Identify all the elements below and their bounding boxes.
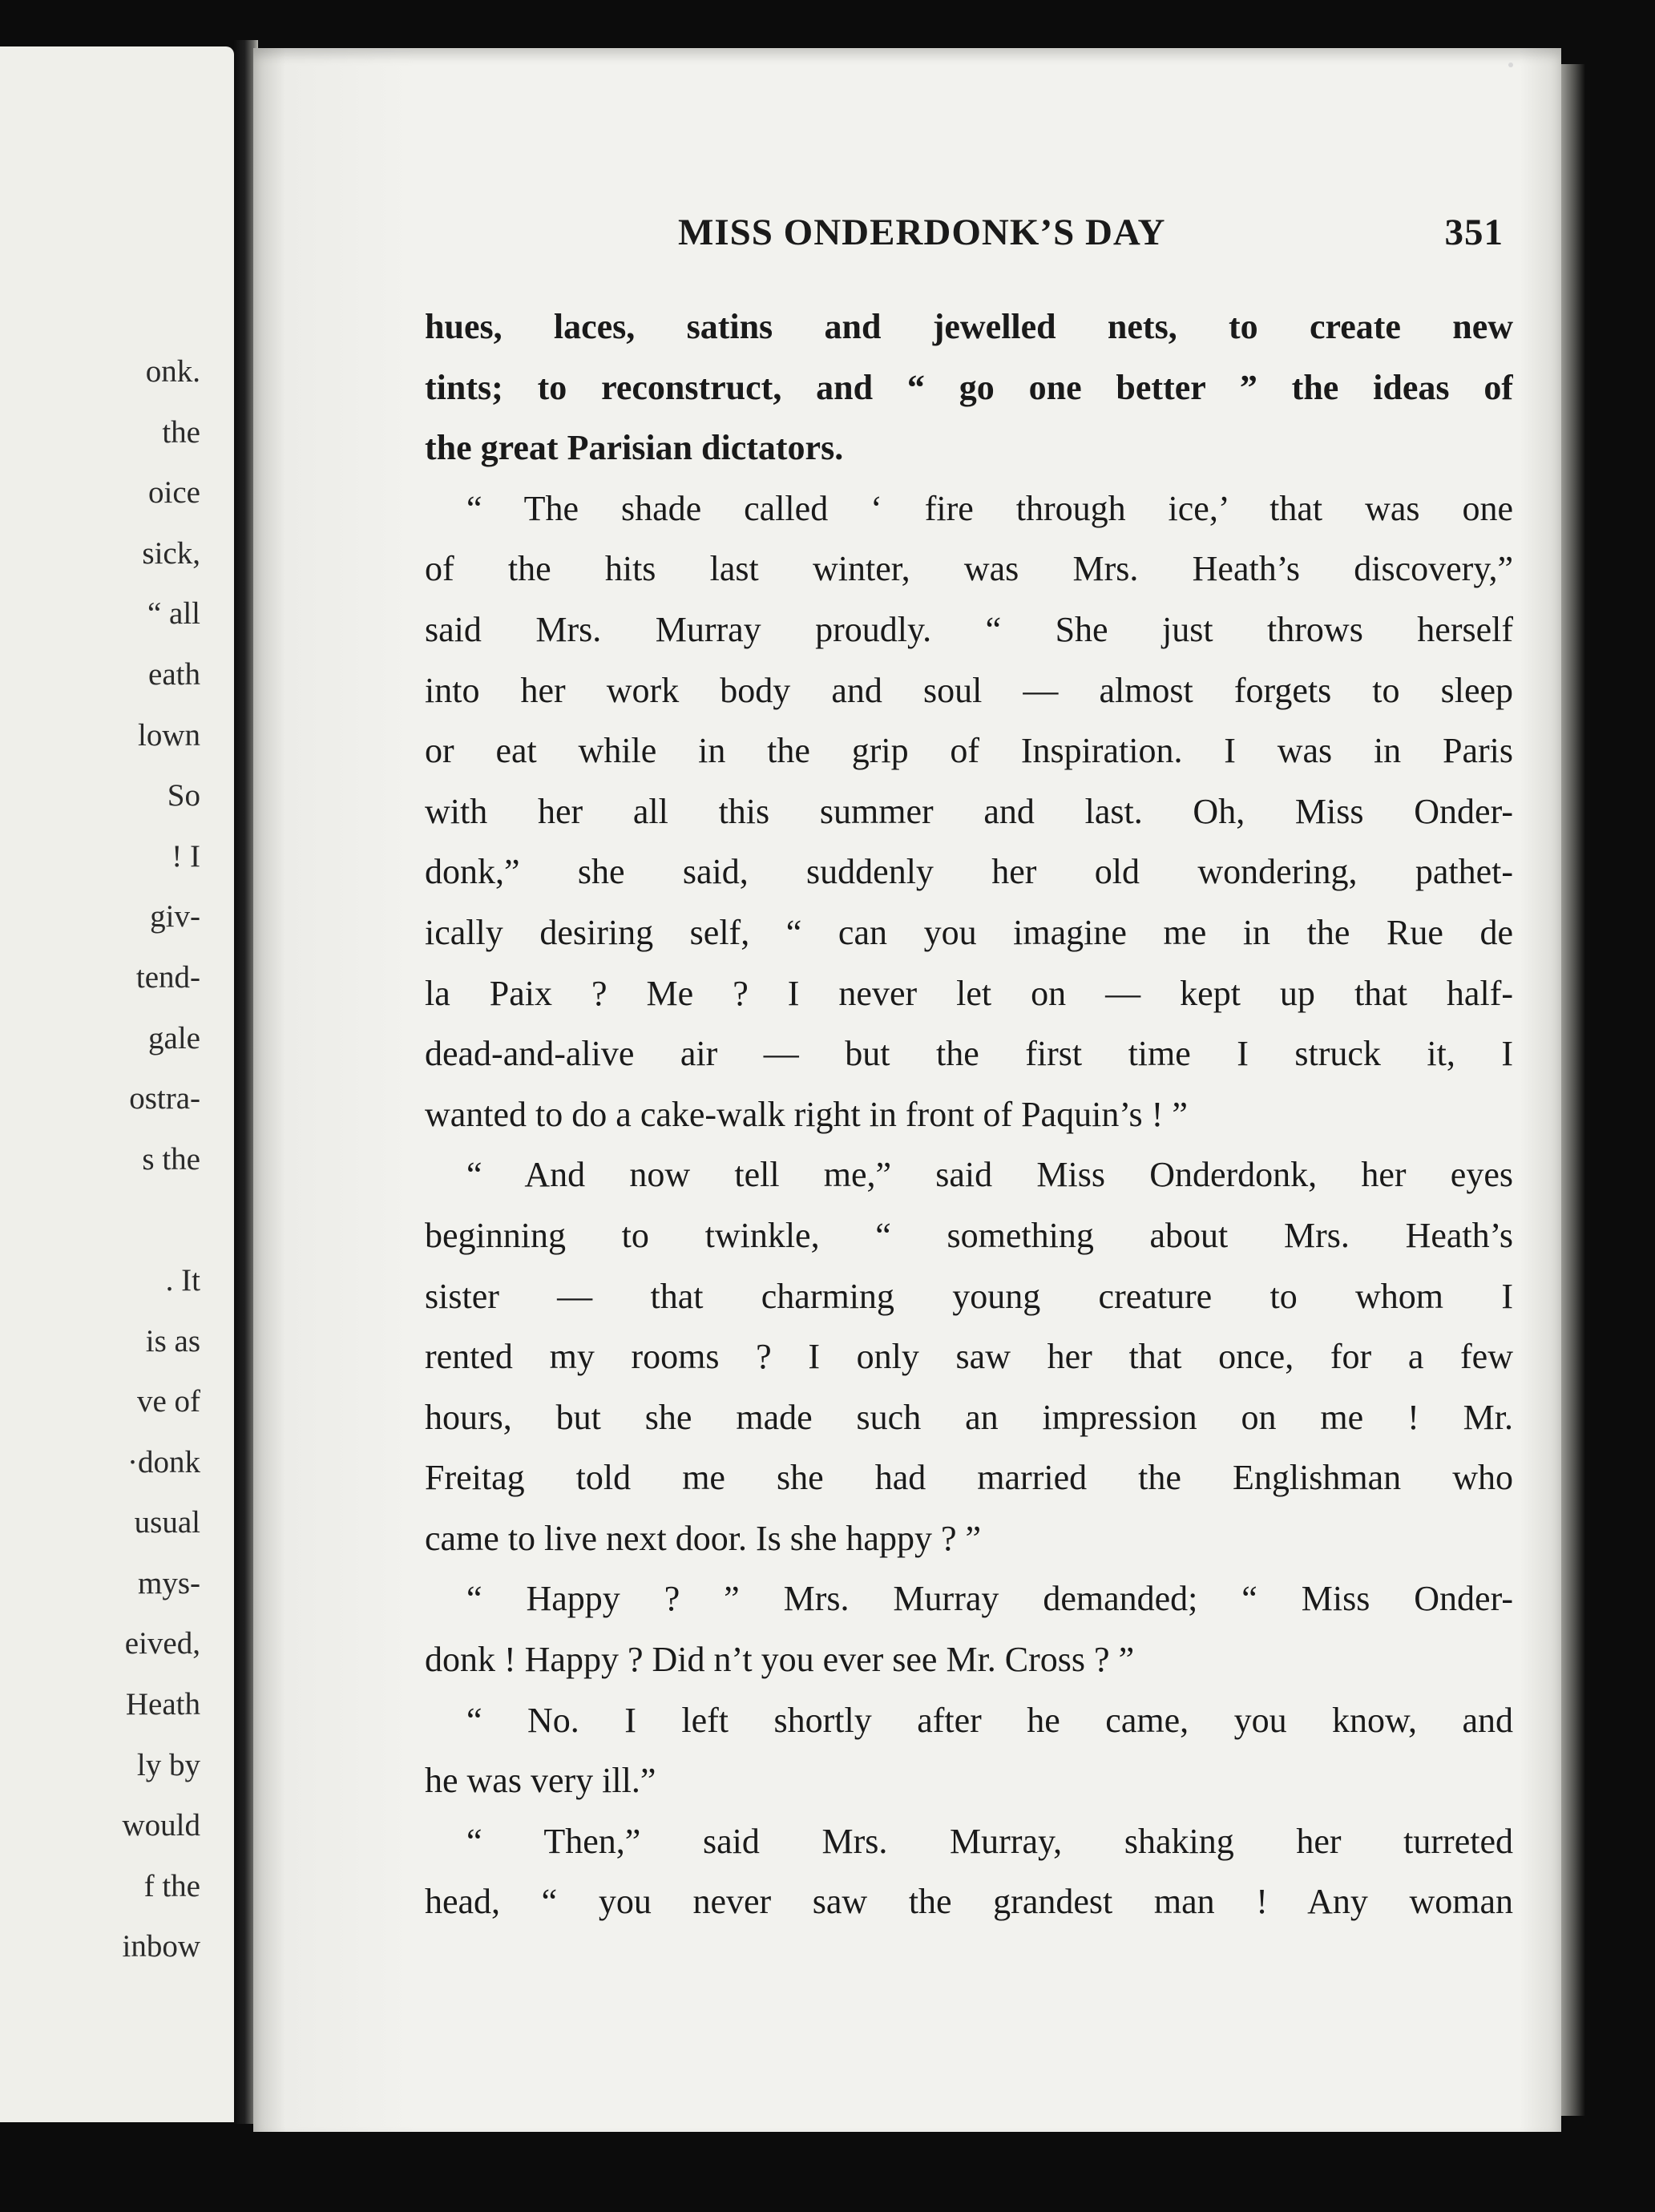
previous-page-line: ·donk bbox=[127, 1444, 200, 1479]
text-line: la Paix ? Me ? I never let on — kept up that half- bbox=[425, 973, 1513, 1013]
text-line: wanted to do a cake-walk right in front of Paquin’s ! ” bbox=[425, 1094, 1188, 1134]
previous-page-line: . It bbox=[165, 1262, 200, 1298]
text-line: beginning to twinkle, “ something about Mrs. Heath’s bbox=[425, 1215, 1513, 1255]
text-line: donk ! Happy ? Did n’t you ever see Mr. Cross ? ” bbox=[425, 1640, 1135, 1680]
previous-page-line: mys- bbox=[138, 1565, 200, 1600]
previous-page-line: ve of bbox=[136, 1384, 200, 1419]
text-line: “ Happy ? ” Mrs. Murray demanded; “ Miss Onder- bbox=[466, 1579, 1513, 1619]
previous-page-line: lown bbox=[138, 717, 200, 753]
text-line: the great Parisian dictators. bbox=[425, 428, 844, 468]
text-line: tints; to reconstruct, and “ go one better ” the ideas of bbox=[425, 367, 1513, 407]
text-line: hours, but she made such an impression on me ! Mr. bbox=[425, 1397, 1513, 1437]
previous-page-line: onk. bbox=[145, 354, 200, 389]
text-line: Freitag told me she had married the Englishman who bbox=[425, 1458, 1513, 1498]
previous-page-line: tend- bbox=[135, 959, 200, 995]
previous-page-line: eath bbox=[148, 656, 200, 692]
running-title: MISS ONDERDONK’S DAY bbox=[678, 212, 1166, 253]
text-line: with her all this summer and last. Oh, Miss Onder- bbox=[425, 791, 1513, 831]
text-line: he was very ill.” bbox=[425, 1761, 656, 1801]
previous-page-line: ostra- bbox=[129, 1081, 200, 1116]
previous-page-line: usual bbox=[134, 1505, 200, 1540]
current-page bbox=[253, 48, 1561, 2132]
text-line: dead-and-alive air — but the first time I struck it, I bbox=[425, 1034, 1513, 1074]
previous-page-line: Heath bbox=[125, 1687, 200, 1722]
running-head bbox=[414, 196, 1504, 268]
text-line: rented my rooms ? I only saw her that once, for a few bbox=[425, 1337, 1513, 1377]
previous-page-line: ! I bbox=[172, 838, 200, 874]
page-body-text bbox=[425, 297, 1513, 1932]
previous-page-line: oice bbox=[148, 475, 200, 511]
text-line: ically desiring self, “ can you imagine me in the Rue de bbox=[425, 912, 1513, 952]
previous-page-line: giv- bbox=[150, 899, 200, 934]
previous-page-line: is as bbox=[145, 1323, 200, 1358]
previous-page-line-endings bbox=[0, 341, 200, 1977]
text-line: “ The shade called ‘ fire through ice,’ that was one bbox=[466, 488, 1513, 528]
text-line: head, “ you never saw the grandest man ! Any woman bbox=[425, 1882, 1513, 1922]
text-line: said Mrs. Murray proudly. “ She just throws herself bbox=[425, 609, 1513, 649]
previous-page-line: would bbox=[122, 1808, 200, 1843]
page-number: 351 bbox=[1444, 212, 1504, 253]
previous-page-line: ly by bbox=[136, 1747, 200, 1782]
text-line: “ And now tell me,” said Miss Onderdonk, her eyes bbox=[466, 1155, 1513, 1195]
text-line: hues, laces, satins and jewelled nets, to create new bbox=[425, 307, 1513, 346]
previous-page-line bbox=[0, 1189, 200, 1250]
text-line: or eat while in the grip of Inspiration. I was in Paris bbox=[425, 731, 1513, 771]
text-line: sister — that charming young creature to whom I bbox=[425, 1276, 1513, 1316]
scan-dust-speck bbox=[1508, 63, 1513, 67]
previous-page-line: the bbox=[162, 414, 200, 450]
previous-page-line: s the bbox=[142, 1141, 200, 1177]
text-line: into her work body and soul — almost forgets to sleep bbox=[425, 670, 1513, 710]
previous-page-line: gale bbox=[148, 1020, 200, 1056]
previous-page-line: sick, bbox=[142, 535, 200, 571]
previous-page-line: “ all bbox=[147, 596, 200, 632]
text-line: came to live next door. Is she happy ? ” bbox=[425, 1518, 982, 1558]
text-line: “ No. I left shortly after he came, you know, and bbox=[466, 1700, 1513, 1740]
page-edge-shadow bbox=[1561, 64, 1585, 2116]
previous-page-fragment bbox=[0, 46, 234, 2122]
previous-page-line: inbow bbox=[122, 1929, 200, 1964]
text-line: “ Then,” said Mrs. Murray, shaking her turreted bbox=[466, 1821, 1513, 1861]
text-line: donk,” she said, suddenly her old wondering, pathet- bbox=[425, 852, 1513, 892]
text-line: of the hits last winter, was Mrs. Heath’s discovery,” bbox=[425, 549, 1513, 589]
previous-page-line: So bbox=[167, 778, 200, 813]
previous-page-line: eived, bbox=[124, 1626, 200, 1661]
previous-page-line: f the bbox=[143, 1868, 200, 1903]
